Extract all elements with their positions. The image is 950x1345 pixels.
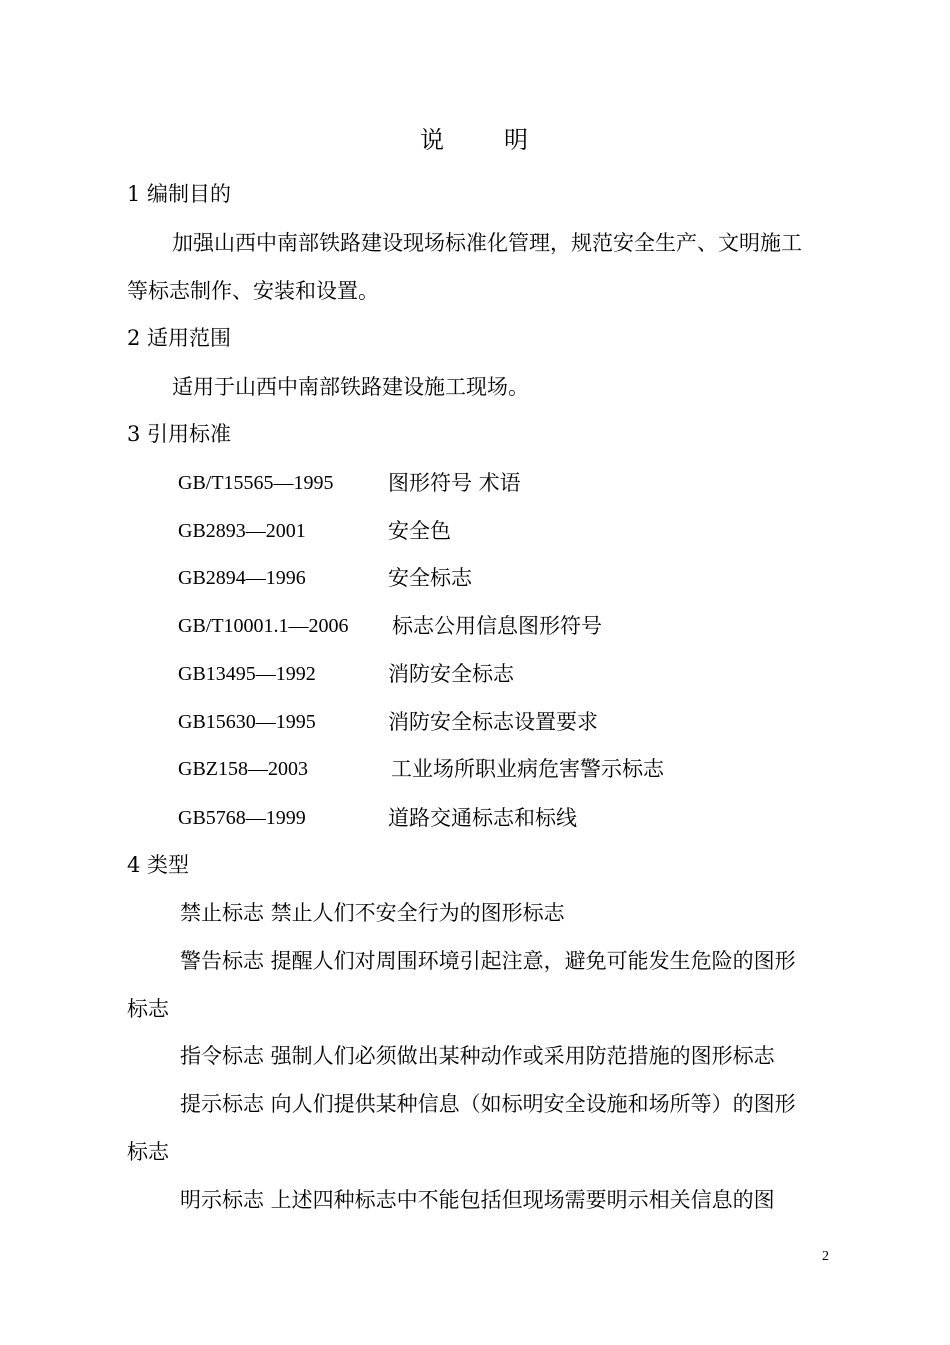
section-2-paragraph: 适用于山西中南部铁路建设施工现场。 bbox=[172, 375, 529, 399]
standard-name: 图形符号 术语 bbox=[388, 471, 521, 495]
type-mandatory: 指令标志 强制人们必须做出某种动作或采用防范措施的图形标志 bbox=[180, 1044, 775, 1068]
standard-name: 安全色 bbox=[388, 519, 451, 543]
section-3-heading: 3 引用标准 bbox=[127, 422, 232, 446]
standard-code: GB/T10001.1—2006 bbox=[178, 615, 349, 637]
type-information-line-2: 标志 bbox=[127, 1140, 169, 1164]
page-title bbox=[0, 124, 950, 156]
section-4-heading: 4 类型 bbox=[127, 853, 190, 877]
standard-code: GB/T15565—1995 bbox=[178, 472, 334, 494]
standard-code: GB2894—1996 bbox=[178, 567, 306, 589]
page-number: 2 bbox=[822, 1249, 829, 1264]
type-prohibition: 禁止标志 禁止人们不安全行为的图形标志 bbox=[180, 901, 565, 925]
standard-name: 道路交通标志和标线 bbox=[388, 806, 577, 830]
section-1-paragraph-line-2: 等标志制作、安装和设置。 bbox=[127, 279, 379, 303]
standard-code: GB13495—1992 bbox=[178, 663, 316, 685]
standard-code: GB2893—2001 bbox=[178, 520, 306, 542]
standard-name: 标志公用信息图形符号 bbox=[392, 614, 602, 638]
section-1-heading: 1 编制目的 bbox=[127, 182, 232, 206]
title-char-1: 说 bbox=[420, 126, 446, 154]
standard-code: GB5768—1999 bbox=[178, 807, 306, 829]
standard-name: 消防安全标志设置要求 bbox=[388, 710, 598, 734]
standard-code: GBZ158—2003 bbox=[178, 758, 308, 780]
type-warning-line-2: 标志 bbox=[127, 997, 169, 1021]
section-2-heading: 2 适用范围 bbox=[127, 326, 232, 350]
type-indication-line-1: 明示标志 上述四种标志中不能包括但现场需要明示相关信息的图 bbox=[180, 1188, 775, 1212]
type-information-line-1: 提示标志 向人们提供某种信息（如标明安全设施和场所等）的图形 bbox=[180, 1092, 796, 1116]
section-1-paragraph-line-1: 加强山西中南部铁路建设现场标准化管理，规范安全生产、文明施工 bbox=[172, 231, 802, 255]
standard-name: 消防安全标志 bbox=[388, 662, 514, 686]
standard-name: 工业场所职业病危害警示标志 bbox=[391, 757, 664, 781]
type-warning-line-1: 警告标志 提醒人们对周围环境引起注意，避免可能发生危险的图形 bbox=[180, 949, 796, 973]
standard-code: GB15630—1995 bbox=[178, 711, 316, 733]
title-char-2: 明 bbox=[504, 126, 530, 154]
standard-name: 安全标志 bbox=[388, 566, 472, 590]
